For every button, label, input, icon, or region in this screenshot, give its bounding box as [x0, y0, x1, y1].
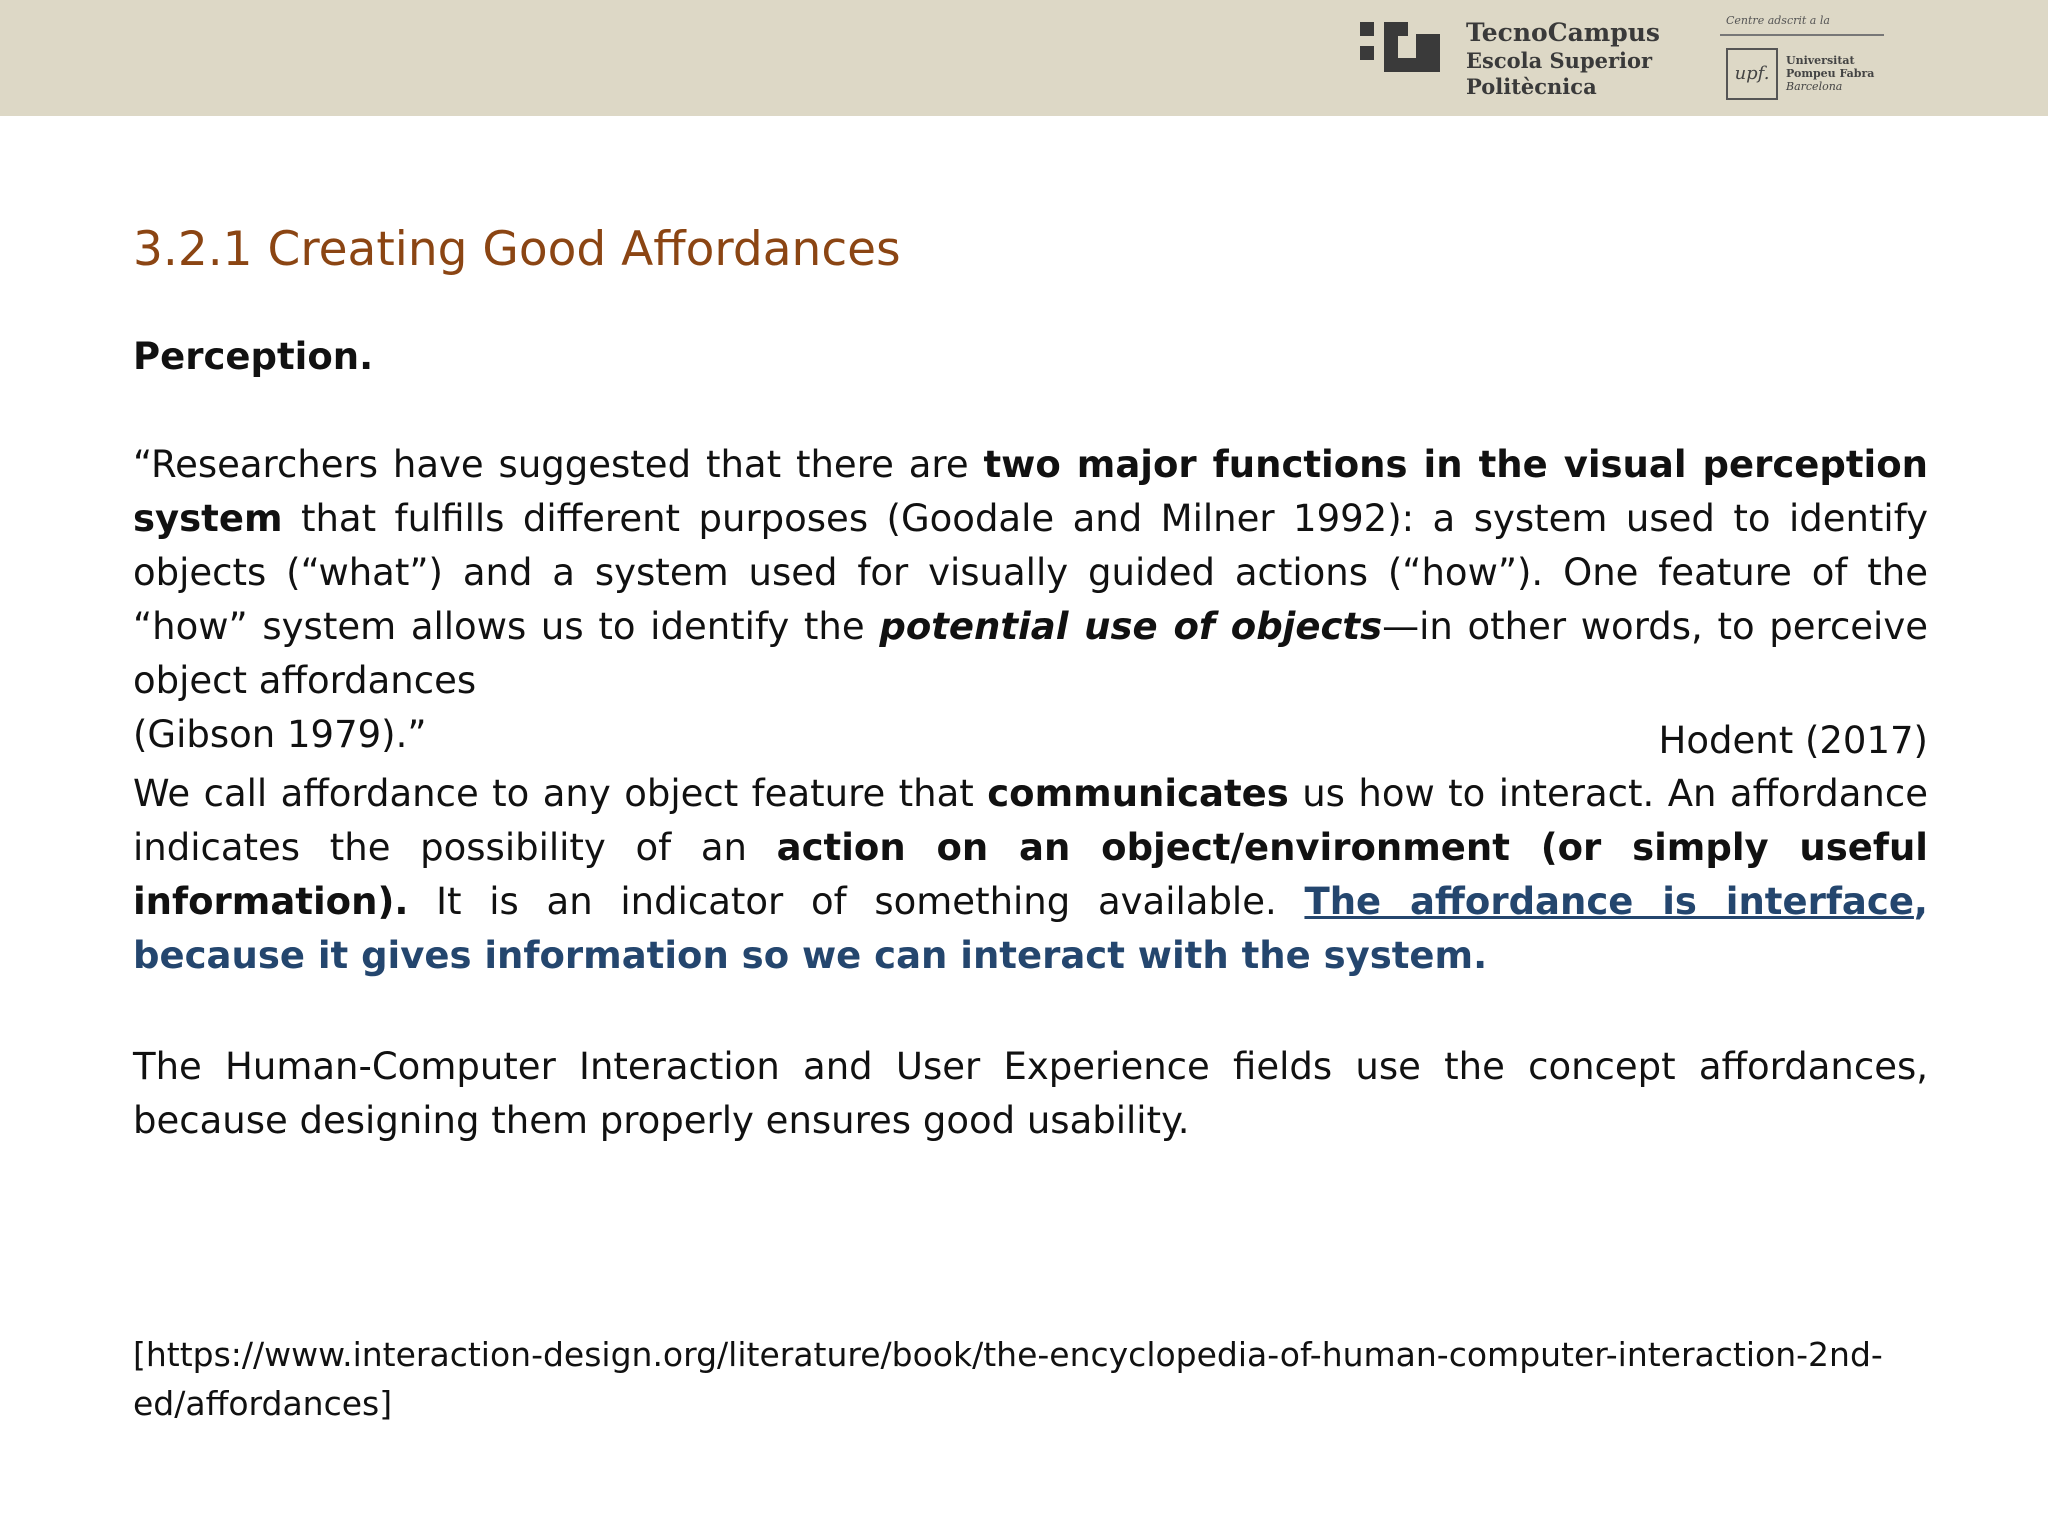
tecnocampus-logo-icon: [1360, 22, 1444, 78]
upf-logo: [1720, 14, 1890, 104]
quote-citation-line: [133, 708, 1928, 768]
affordance-interface-link[interactable]: The affordance is interface: [1304, 880, 1914, 923]
upf-name: [1786, 54, 1886, 93]
quote-paragraph: [133, 438, 1928, 768]
definition-emphasis-2: action on an object/environment (or simply useful information).: [133, 826, 1928, 923]
header-bar: [0, 0, 2048, 116]
upf-city: Barcelona: [1786, 80, 1843, 93]
section-subtitle: Perception.: [133, 335, 374, 378]
definition-text-3: It is an indicator of something available.: [408, 880, 1305, 923]
definition-blue-text: , because it gives information so we can interact with the system.: [133, 880, 1928, 977]
upf-affiliation: Centre adscrit a la: [1726, 14, 1830, 27]
quote-text-3: —in other words, to perceive object affordances: [133, 605, 1928, 702]
tecnocampus-school: Escola Superior: [1466, 48, 1653, 73]
tecnocampus-name: TecnoCampus: [1466, 18, 1660, 47]
quote-text-4: (Gibson 1979).”: [133, 713, 427, 756]
definition-text-2: us how to interact. An affordance indicates the possibility of an: [133, 772, 1928, 869]
upf-logo-icon: upf.: [1726, 48, 1778, 100]
quote-attribution: Hodent (2017): [1658, 719, 1928, 762]
tecnocampus-wordmark: [1466, 18, 1666, 100]
upf-name-2: Pompeu Fabra: [1786, 67, 1875, 80]
quote-emphasis-2: potential use of objects: [879, 605, 1383, 648]
definition-text-1: We call affordance to any object feature that: [133, 772, 988, 815]
tecnocampus-logo: [1360, 18, 1660, 108]
upf-name-1: Universitat: [1786, 54, 1855, 67]
hci-paragraph: The Human-Computer Interaction and User Experience fields use the concept affordances, because designing them properly ensures good usability.: [133, 1045, 1928, 1142]
quote-text-2: that fulfills different purposes (Goodale and Milner 1992): a system used to identify objects (“what”) and a system used for visually guided actions (“how”). One feature of the “how” system allows us to identify the: [133, 497, 1928, 648]
quote-text-1: “Researchers have suggested that there are: [133, 443, 984, 486]
tecnocampus-school-2: Politècnica: [1466, 74, 1597, 99]
upf-divider: [1720, 34, 1884, 36]
definition-emphasis-1: communicates: [987, 772, 1289, 815]
quote-emphasis-1: two major functions in the visual perception system: [133, 443, 1928, 540]
definition-paragraph: [133, 767, 1928, 983]
slide-title: 3.2.1 Creating Good Affordances: [133, 222, 901, 277]
reference-url: [https://www.interaction-design.org/literature/book/the-encyclopedia-of-human-computer-interaction-2nd-ed/affordances]: [133, 1335, 1883, 1423]
